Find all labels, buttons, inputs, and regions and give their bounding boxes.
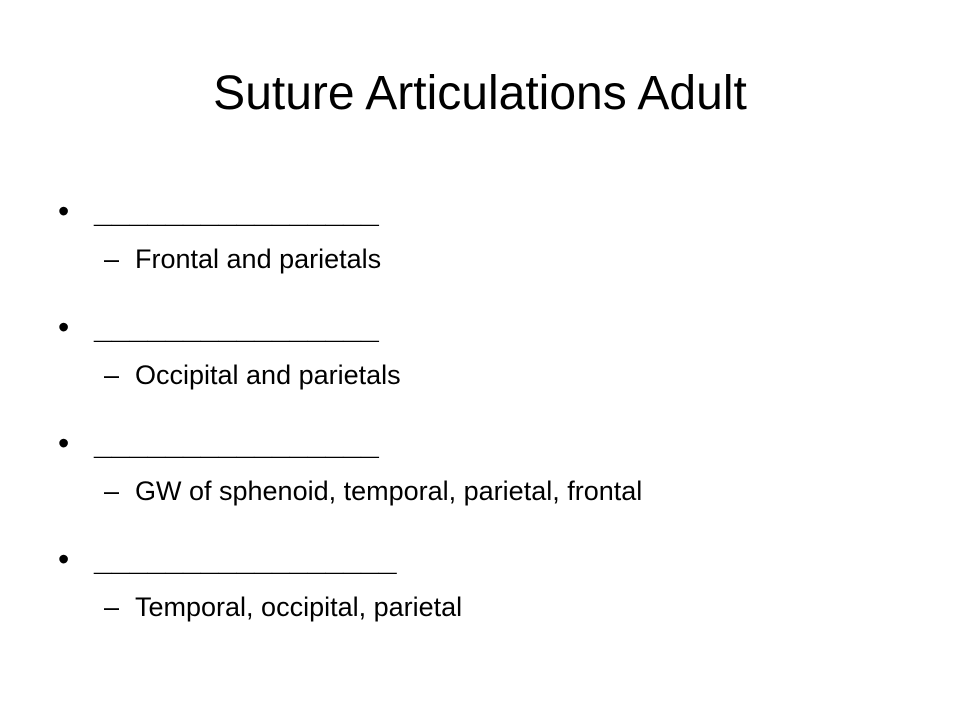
- bullet-icon: •: [58, 425, 70, 461]
- sub-item-text: Temporal, occipital, parietal: [135, 592, 463, 622]
- dash-icon: –: [104, 592, 120, 622]
- sub-item-text: GW of sphenoid, temporal, parietal, frontal: [135, 476, 643, 506]
- answer-blank: ________________: [94, 425, 379, 461]
- sub-item: [104, 474, 642, 508]
- bullet-icon: •: [58, 193, 70, 229]
- answer-blank: ________________: [94, 309, 379, 345]
- sub-item: [104, 242, 381, 276]
- bullet-item: [58, 191, 379, 231]
- bullet-icon: •: [58, 309, 70, 345]
- slide-title: Suture Articulations Adult: [213, 67, 747, 120]
- bullet-item: [58, 539, 397, 579]
- sub-item: [104, 590, 462, 624]
- bullet-icon: •: [58, 541, 70, 577]
- bullet-item: [58, 423, 379, 463]
- sub-item-text: Occipital and parietals: [135, 360, 401, 390]
- dash-icon: –: [104, 360, 120, 390]
- answer-blank: ________________: [94, 193, 379, 229]
- dash-icon: –: [104, 244, 120, 274]
- answer-blank: _________________: [94, 541, 397, 577]
- sub-item-text: Frontal and parietals: [135, 244, 382, 274]
- bullet-item: [58, 307, 379, 347]
- dash-icon: –: [104, 476, 120, 506]
- sub-item: [104, 358, 401, 392]
